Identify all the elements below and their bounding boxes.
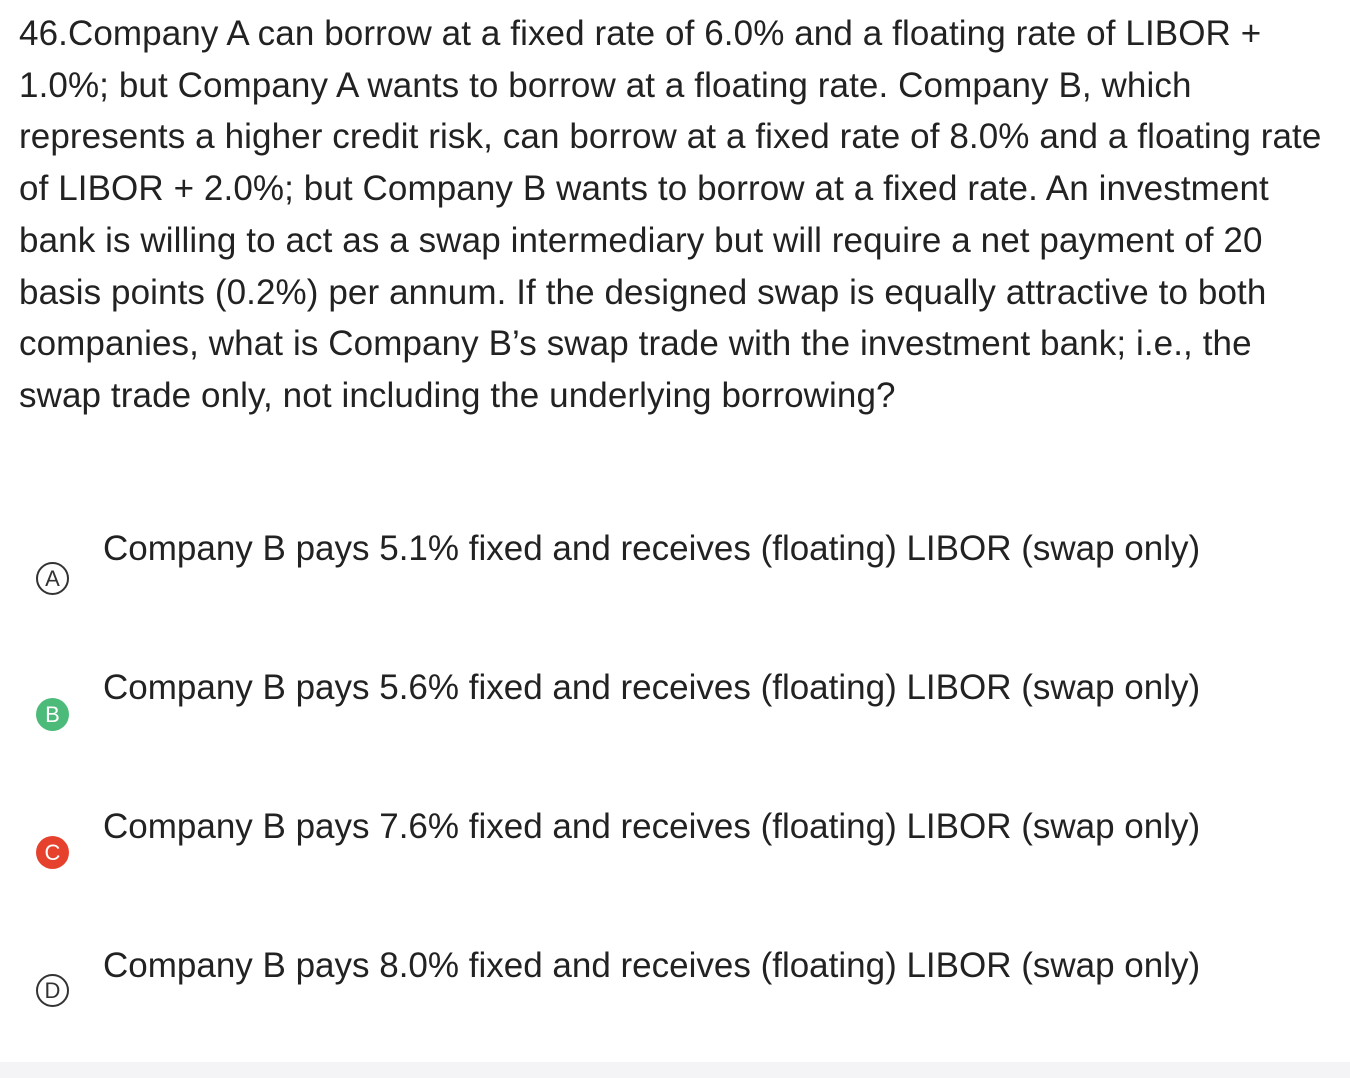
option-b[interactable] xyxy=(0,659,1350,769)
option-b-correct-badge: B xyxy=(36,698,69,731)
option-d-text: Company B pays 8.0% fixed and receives (floating) LIBOR (swap only) xyxy=(103,946,1201,985)
option-a-letter-badge: A xyxy=(36,562,69,595)
option-d-letter-badge: D xyxy=(36,974,69,1007)
option-a[interactable] xyxy=(0,520,1350,630)
option-b-text: Company B pays 5.6% fixed and receives (floating) LIBOR (swap only) xyxy=(103,668,1201,707)
option-d[interactable] xyxy=(0,937,1350,1047)
option-a-text: Company B pays 5.1% fixed and receives (floating) LIBOR (swap only) xyxy=(103,529,1201,568)
option-c-text: Company B pays 7.6% fixed and receives (floating) LIBOR (swap only) xyxy=(103,807,1201,846)
question-text: 46.Company A can borrow at a fixed rate of 6.0% and a floating rate of LIBOR + 1.0%; but Company A wants to borrow at a floating rate. Company B, which represents a higher credit risk, can borrow at a fixed rate of 8.0% and a floating rate of LIBOR + 2.0%; but Company B wants to borrow at a fixed rate. An investment bank is willing to act as a swap intermediary but will require a net payment of 20 basis points (0.2%) per annum. If the designed swap is equally attractive to both companies, what is Company B’s swap trade with the investment bank; i.e., the swap trade only, not including the underlying borrowing? xyxy=(19,14,1322,415)
option-c[interactable] xyxy=(0,798,1350,908)
option-c-wrong-badge: C xyxy=(36,836,69,869)
bottom-divider-strip xyxy=(0,1062,1350,1078)
